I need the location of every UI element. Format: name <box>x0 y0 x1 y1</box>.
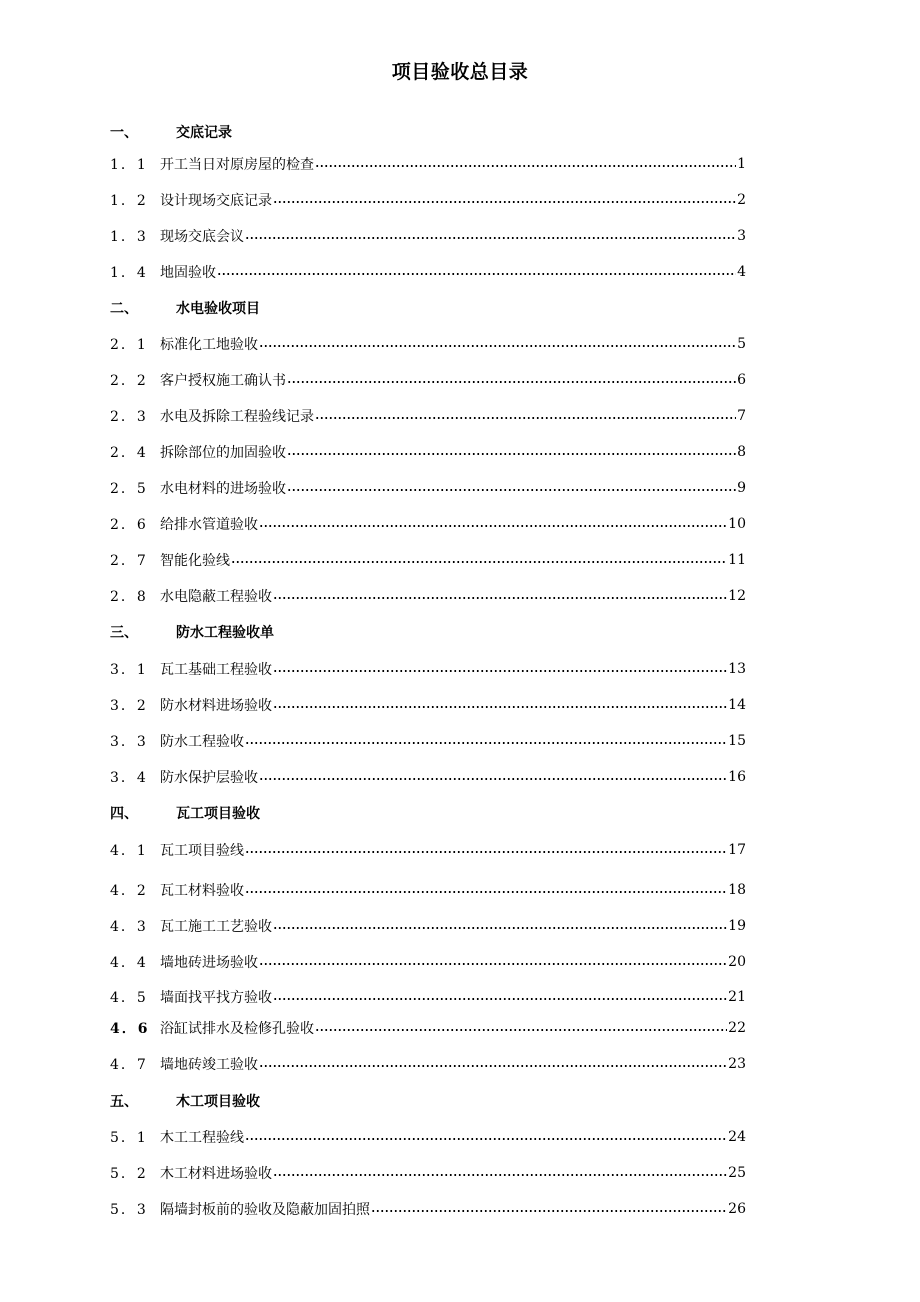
entry-title: 客户授权施工确认书 <box>160 373 286 389</box>
entry-title: 木工材料进场验收 <box>160 1166 272 1182</box>
entry-page-number: 5 <box>737 336 746 352</box>
toc-entry-2-3[interactable] <box>110 405 746 427</box>
dot-leader <box>245 742 727 744</box>
entry-title: 木工工程验线 <box>160 1130 244 1146</box>
page-title: 项目验收总目录 <box>391 61 529 83</box>
dot-leader <box>315 1029 727 1031</box>
entry-page-number: 20 <box>728 954 746 970</box>
toc-entry-3-3[interactable] <box>110 730 746 752</box>
toc-entry-1-3[interactable] <box>110 225 746 247</box>
toc-entry-5-1[interactable] <box>110 1126 746 1148</box>
entry-title: 标准化工地验收 <box>160 337 258 353</box>
dot-leader <box>315 417 736 419</box>
section-number: 五、 <box>110 1094 138 1110</box>
entry-page-number: 17 <box>728 842 746 858</box>
entry-number: 2．3 <box>110 409 148 425</box>
dot-leader <box>245 851 727 853</box>
toc-entry-2-2[interactable] <box>110 369 746 391</box>
toc-entry-4-6[interactable] <box>110 1017 746 1039</box>
entry-number: 3．1 <box>110 662 148 678</box>
entry-number: 1．1 <box>110 157 148 173</box>
dot-leader <box>273 706 727 708</box>
toc-entry-4-1[interactable] <box>110 839 746 861</box>
entry-number: 4．7 <box>110 1057 148 1073</box>
toc-entry-4-5[interactable] <box>110 986 746 1008</box>
entry-page-number: 8 <box>737 444 746 460</box>
toc-entry-5-2[interactable] <box>110 1162 746 1184</box>
toc-entry-4-3[interactable] <box>110 915 746 937</box>
entry-title: 开工当日对原房屋的检查 <box>160 157 314 173</box>
toc-entry-2-8[interactable] <box>110 585 746 607</box>
toc-entry-2-5[interactable] <box>110 477 746 499</box>
entry-page-number: 26 <box>728 1201 746 1217</box>
entry-title: 智能化验线 <box>160 553 230 569</box>
entry-number: 2．8 <box>110 589 148 605</box>
entry-page-number: 7 <box>737 408 746 424</box>
entry-number: 2．1 <box>110 337 148 353</box>
entry-number: 5．1 <box>110 1130 148 1146</box>
entry-title: 地固验收 <box>160 265 216 281</box>
entry-number: 4．1 <box>110 843 148 859</box>
toc-entry-3-2[interactable] <box>110 694 746 716</box>
dot-leader <box>287 453 736 455</box>
dot-leader <box>273 1174 727 1176</box>
entry-number: 2．7 <box>110 553 148 569</box>
entry-page-number: 16 <box>728 769 746 785</box>
entry-title: 防水材料进场验收 <box>160 698 272 714</box>
entry-title: 拆除部位的加固验收 <box>160 445 286 461</box>
section-number: 三、 <box>110 625 138 641</box>
section-number: 一、 <box>110 125 138 141</box>
dot-leader <box>245 1138 727 1140</box>
dot-leader <box>273 927 727 929</box>
entry-number: 2．6 <box>110 517 148 533</box>
entry-page-number: 3 <box>737 228 746 244</box>
entry-page-number: 9 <box>737 480 746 496</box>
entry-page-number: 14 <box>728 697 746 713</box>
entry-number: 2．5 <box>110 481 148 497</box>
section-heading-3 <box>110 621 746 643</box>
section-title: 水电验收项目 <box>176 301 260 317</box>
entry-title: 瓦工施工工艺验收 <box>160 919 272 935</box>
section-heading-5 <box>110 1090 746 1112</box>
entry-title: 设计现场交底记录 <box>160 193 272 209</box>
entry-title: 防水保护层验收 <box>160 770 258 786</box>
section-title: 瓦工项目验收 <box>176 806 260 822</box>
section-heading-1 <box>110 121 746 143</box>
toc-entry-4-2[interactable] <box>110 879 746 901</box>
entry-title: 墙地砖进场验收 <box>160 955 258 971</box>
dot-leader <box>273 201 736 203</box>
toc-entry-2-6[interactable] <box>110 513 746 535</box>
toc-entry-4-7[interactable] <box>110 1053 746 1075</box>
entry-page-number: 13 <box>728 661 746 677</box>
toc-entry-1-2[interactable] <box>110 189 746 211</box>
dot-leader <box>259 778 727 780</box>
entry-number: 1．3 <box>110 229 148 245</box>
entry-page-number: 23 <box>728 1056 746 1072</box>
dot-leader <box>245 891 727 893</box>
dot-leader <box>259 525 727 527</box>
entry-title: 水电材料的进场验收 <box>160 481 286 497</box>
dot-leader <box>287 489 736 491</box>
dot-leader <box>371 1210 727 1212</box>
entry-title: 墙面找平找方验收 <box>160 990 272 1006</box>
toc-entry-3-4[interactable] <box>110 766 746 788</box>
entry-page-number: 1 <box>737 156 746 172</box>
entry-page-number: 10 <box>728 516 746 532</box>
entry-title: 瓦工项目验线 <box>160 843 244 859</box>
entry-title: 浴缸试排水及检修孔验收 <box>160 1021 314 1037</box>
entry-number: 5．3 <box>110 1202 148 1218</box>
entry-page-number: 6 <box>737 372 746 388</box>
entry-number: 3．2 <box>110 698 148 714</box>
entry-title: 水电隐蔽工程验收 <box>160 589 272 605</box>
toc-entry-1-1[interactable] <box>110 153 746 175</box>
entry-title: 瓦工材料验收 <box>160 883 244 899</box>
dot-leader <box>259 963 727 965</box>
section-title: 防水工程验收单 <box>176 625 274 641</box>
toc-entry-5-3[interactable] <box>110 1198 746 1220</box>
dot-leader <box>217 273 736 275</box>
dot-leader <box>315 165 736 167</box>
section-number: 二、 <box>110 301 138 317</box>
entry-page-number: 18 <box>728 882 746 898</box>
toc-entry-1-4[interactable] <box>110 261 746 283</box>
dot-leader <box>231 561 727 563</box>
dot-leader <box>259 345 736 347</box>
section-heading-2 <box>110 297 746 319</box>
toc-entry-2-4[interactable] <box>110 441 746 463</box>
dot-leader <box>273 670 727 672</box>
dot-leader <box>287 381 736 383</box>
entry-page-number: 22 <box>728 1020 746 1036</box>
dot-leader <box>273 597 727 599</box>
entry-number: 4．4 <box>110 955 148 971</box>
entry-number: 4．5 <box>110 990 148 1006</box>
entry-page-number: 19 <box>728 918 746 934</box>
entry-number: 1．2 <box>110 193 148 209</box>
toc-entry-2-7[interactable] <box>110 549 746 571</box>
entry-page-number: 21 <box>728 989 746 1005</box>
section-number: 四、 <box>110 806 138 822</box>
entry-number: 2．4 <box>110 445 148 461</box>
dot-leader <box>245 237 736 239</box>
entry-title: 水电及拆除工程验线记录 <box>160 409 314 425</box>
entry-page-number: 15 <box>728 733 746 749</box>
entry-title: 防水工程验收 <box>160 734 244 750</box>
entry-number: 4．3 <box>110 919 148 935</box>
dot-leader <box>259 1065 727 1067</box>
entry-number: 3．4 <box>110 770 148 786</box>
section-title: 交底记录 <box>176 125 232 141</box>
entry-title: 瓦工基础工程验收 <box>160 662 272 678</box>
entry-page-number: 25 <box>728 1165 746 1181</box>
entry-number: 4．2 <box>110 883 148 899</box>
toc-entry-2-1[interactable] <box>110 333 746 355</box>
section-title: 木工项目验收 <box>176 1094 260 1110</box>
entry-number: 4．6 <box>110 1021 150 1037</box>
entry-page-number: 12 <box>728 588 746 604</box>
entry-number: 1．4 <box>110 265 148 281</box>
entry-page-number: 2 <box>737 192 746 208</box>
entry-number: 3．3 <box>110 734 148 750</box>
dot-leader <box>273 998 727 1000</box>
entry-page-number: 11 <box>728 552 746 568</box>
entry-title: 给排水管道验收 <box>160 517 258 533</box>
entry-title: 墙地砖竣工验收 <box>160 1057 258 1073</box>
entry-title: 现场交底会议 <box>160 229 244 245</box>
entry-title: 隔墙封板前的验收及隐蔽加固拍照 <box>160 1202 370 1218</box>
entry-number: 2．2 <box>110 373 148 389</box>
toc-entry-4-4[interactable] <box>110 951 746 973</box>
entry-page-number: 24 <box>728 1129 746 1145</box>
toc-entry-3-1[interactable] <box>110 658 746 680</box>
entry-page-number: 4 <box>737 264 746 280</box>
section-heading-4 <box>110 802 746 824</box>
entry-number: 5．2 <box>110 1166 148 1182</box>
